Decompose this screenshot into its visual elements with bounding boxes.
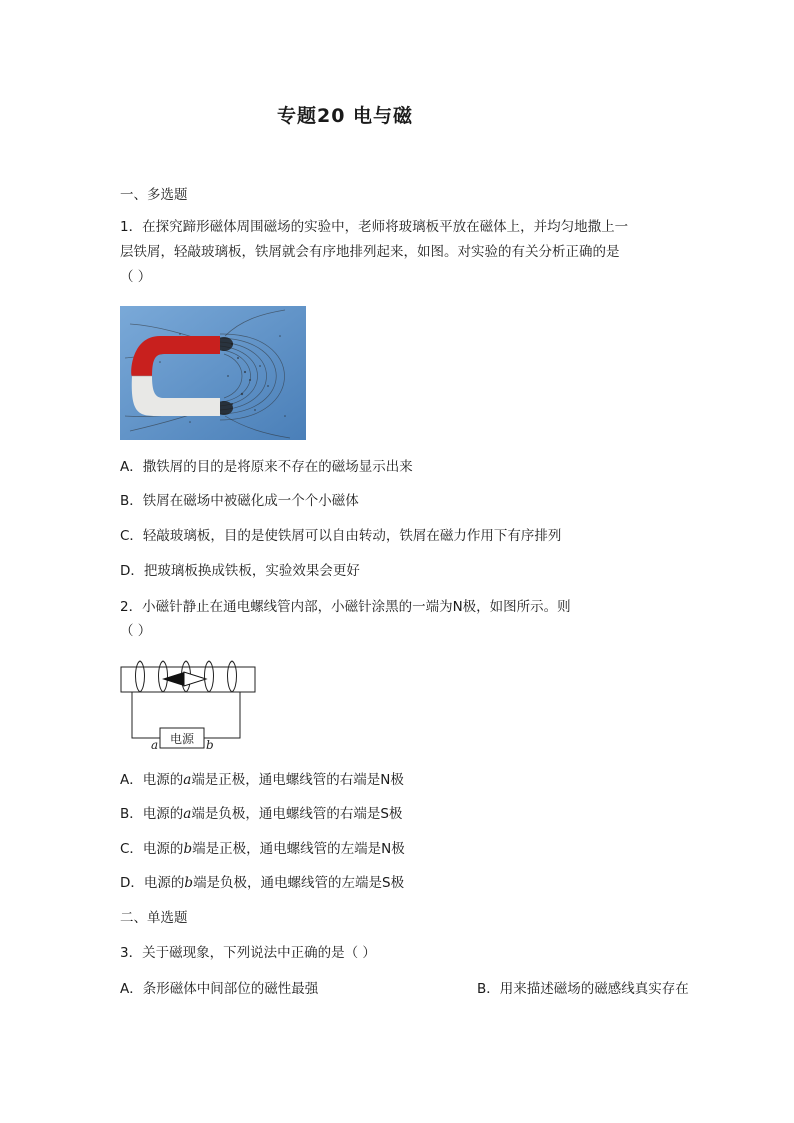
q2-option-c-prefix: C．电源的 (120, 841, 184, 857)
q2-option-d-prefix: D．电源的 (120, 875, 185, 891)
q2-option-a-text: 端是正极，通电螺线管的右端是N极 (191, 772, 404, 788)
q3-option-b: B．用来描述磁场的磁感线真实存在 (477, 981, 689, 997)
q2-option-d-var: b (184, 875, 194, 891)
q1-answer-paren: （ ） (120, 269, 152, 285)
q2-option-a-prefix: A．电源的 (120, 772, 184, 788)
q2-option-b-var: a (183, 806, 192, 822)
q2-option-b (120, 805, 402, 823)
power-supply-label: 电源 (169, 732, 195, 746)
q2-option-d-text: 端是负极，通电螺线管的左端是S极 (193, 875, 405, 891)
section-heading-single-choice: 二、单选题 (120, 910, 188, 926)
q1-option-c: C．轻敲玻璃板，目的是使铁屑可以自由转动，铁屑在磁力作用下有序排列 (120, 528, 562, 544)
q2-option-c-var: b (183, 841, 193, 857)
q2-option-a (120, 771, 404, 789)
page-title: 专题20 电与磁 (276, 105, 414, 127)
q1-stem-line2: 层铁屑，轻敲玻璃板，铁屑就会有序地排列起来，如图。对实验的有关分析正确的是 (120, 244, 620, 260)
q3-stem: 3．关于磁现象，下列说法中正确的是（ ） (120, 945, 376, 961)
q1-option-d: D．把玻璃板换成铁板，实验效果会更好 (120, 563, 360, 579)
q3-option-a: A．条形磁体中间部位的磁性最强 (120, 981, 319, 997)
q2-stem-line1: 2．小磁针静止在通电螺线管内部，小磁针涂黑的一端为N极，如图所示。则 (120, 599, 571, 615)
section-heading-multi-choice: 一、多选题 (120, 187, 188, 203)
q2-option-c-text: 端是正极，通电螺线管的左端是N极 (192, 841, 405, 857)
terminal-b-label: b (206, 738, 214, 752)
q1-stem-line1: 1．在探究蹄形磁体周围磁场的实验中，老师将玻璃板平放在磁体上，并均匀地撒上一 (120, 219, 629, 235)
q2-option-b-text: 端是负极，通电螺线管的右端是S极 (191, 806, 403, 822)
q1-option-b: B．铁屑在磁场中被磁化成一个个小磁体 (120, 493, 359, 509)
q2-option-b-prefix: B．电源的 (120, 806, 184, 822)
q2-option-d (120, 874, 404, 892)
q2-answer-paren: （ ） (120, 623, 152, 639)
q2-option-a-var: a (183, 772, 192, 788)
q2-option-c (120, 840, 405, 858)
horseshoe-magnet-photo (120, 306, 306, 440)
terminal-a-label: a (151, 738, 159, 752)
q1-option-a: A．撒铁屑的目的是将原来不存在的磁场显示出来 (120, 459, 413, 475)
solenoid-circuit-diagram (118, 658, 260, 754)
